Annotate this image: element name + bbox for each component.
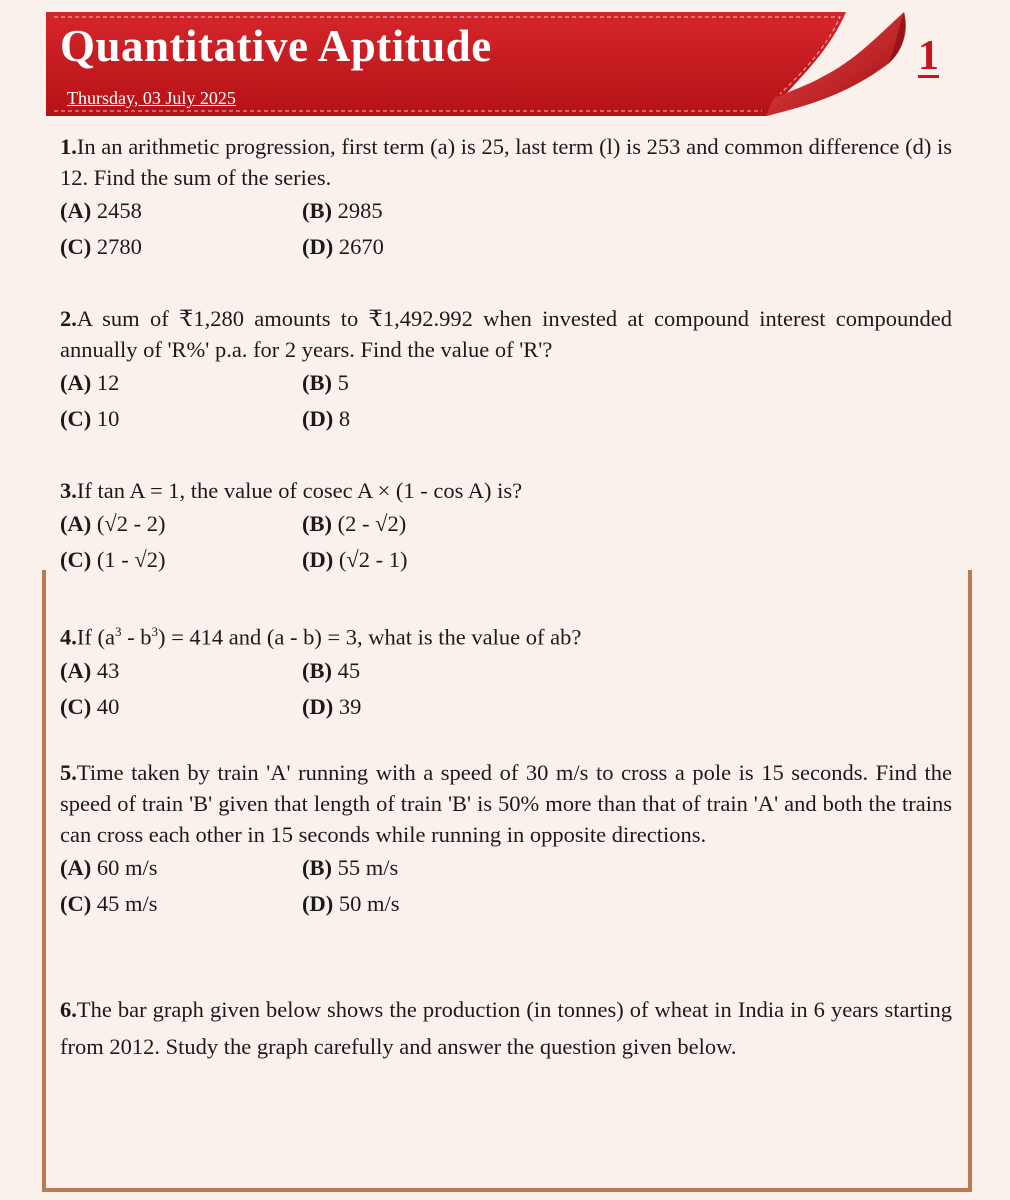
question-2-stem xyxy=(60,303,952,365)
question-text: Time taken by train 'A' running with a speed of 30 m/s to cross a pole is 15 seconds. Find the speed of train 'B' given that length of train 'B' is 50% more than that of train 'A' and both the trains can cross each other in 15 seconds while running in opposite directions. xyxy=(60,760,952,847)
option-a: (A) (√2 - 2) xyxy=(60,511,166,536)
question-number: 1. xyxy=(60,134,77,159)
option-c: (C) (1 - √2) xyxy=(60,547,166,572)
question-6-stem xyxy=(60,991,952,1065)
options-grid xyxy=(60,508,952,575)
question-number: 3. xyxy=(60,478,77,503)
question-4-stem: 4.If $(a^3 - b^3) = 414$ and (a - b) = 3, what is the value of ab? xyxy=(60,624,582,650)
question-5 xyxy=(60,757,952,919)
option-b: (B) 5 xyxy=(302,370,349,395)
question-text: A sum of ₹1,280 amounts to ₹1,492.992 when invested at compound interest compounded annually of 'R%' p.a. for 2 years. Find the value of 'R'? xyxy=(60,306,952,362)
question-2 xyxy=(60,303,952,434)
question-text: In an arithmetic progression, first term (a) is 25, last term (l) is 253 and common difference (d) is 12. Find the sum of the series. xyxy=(60,134,952,190)
options-grid xyxy=(60,655,952,722)
option-a: (A) 2458 xyxy=(60,198,142,223)
option-d: (D) (√2 - 1) xyxy=(302,547,408,572)
question-number: 5. xyxy=(60,760,77,785)
question-5-stem xyxy=(60,757,952,850)
option-b: (B) 45 xyxy=(302,657,361,683)
option-d: (D) 50 m/s xyxy=(302,891,400,916)
option-d: (D) 39 xyxy=(302,693,362,719)
options-grid xyxy=(60,852,952,919)
option-a: (A) 43 xyxy=(60,657,120,683)
option-d: (D) 8 xyxy=(302,406,351,431)
option-c: (C) 45 m/s xyxy=(60,891,158,916)
option-c: (C) 40 xyxy=(60,693,120,719)
option-b: (B) 2985 xyxy=(302,198,383,223)
option-c: (C) 2780 xyxy=(60,234,142,259)
question-text: The bar graph given below shows the production (in tonnes) of wheat in India in 6 years starting from 2012. Study the graph carefully and answer the question given below. xyxy=(60,997,952,1059)
option-b: (B) 55 m/s xyxy=(302,855,399,880)
question-text: If tan A = 1, the value of cosec A × (1 - cos A) is? xyxy=(76,478,523,503)
options-grid xyxy=(60,195,952,262)
option-d: (D) 2670 xyxy=(302,234,384,259)
question-3 xyxy=(60,475,952,575)
question-number: 4. xyxy=(60,624,77,650)
page-number: 1 xyxy=(918,33,939,79)
option-a: (A) 12 xyxy=(60,370,120,395)
question-number: 6. xyxy=(60,997,77,1022)
option-c: (C) 10 xyxy=(60,406,120,431)
question-1-stem xyxy=(60,131,952,193)
question-number: 2. xyxy=(60,306,77,331)
question-4 xyxy=(60,616,952,722)
option-a: (A) 60 m/s xyxy=(60,855,158,880)
page-date: Thursday, 03 July 2025 xyxy=(67,88,236,108)
option-b: (B) (2 - √2) xyxy=(302,511,407,536)
question-1 xyxy=(60,131,952,262)
options-grid xyxy=(60,367,952,434)
question-6 xyxy=(60,991,952,1065)
page-title: Quantitative Aptitude xyxy=(60,21,492,71)
question-3-stem xyxy=(60,475,952,506)
